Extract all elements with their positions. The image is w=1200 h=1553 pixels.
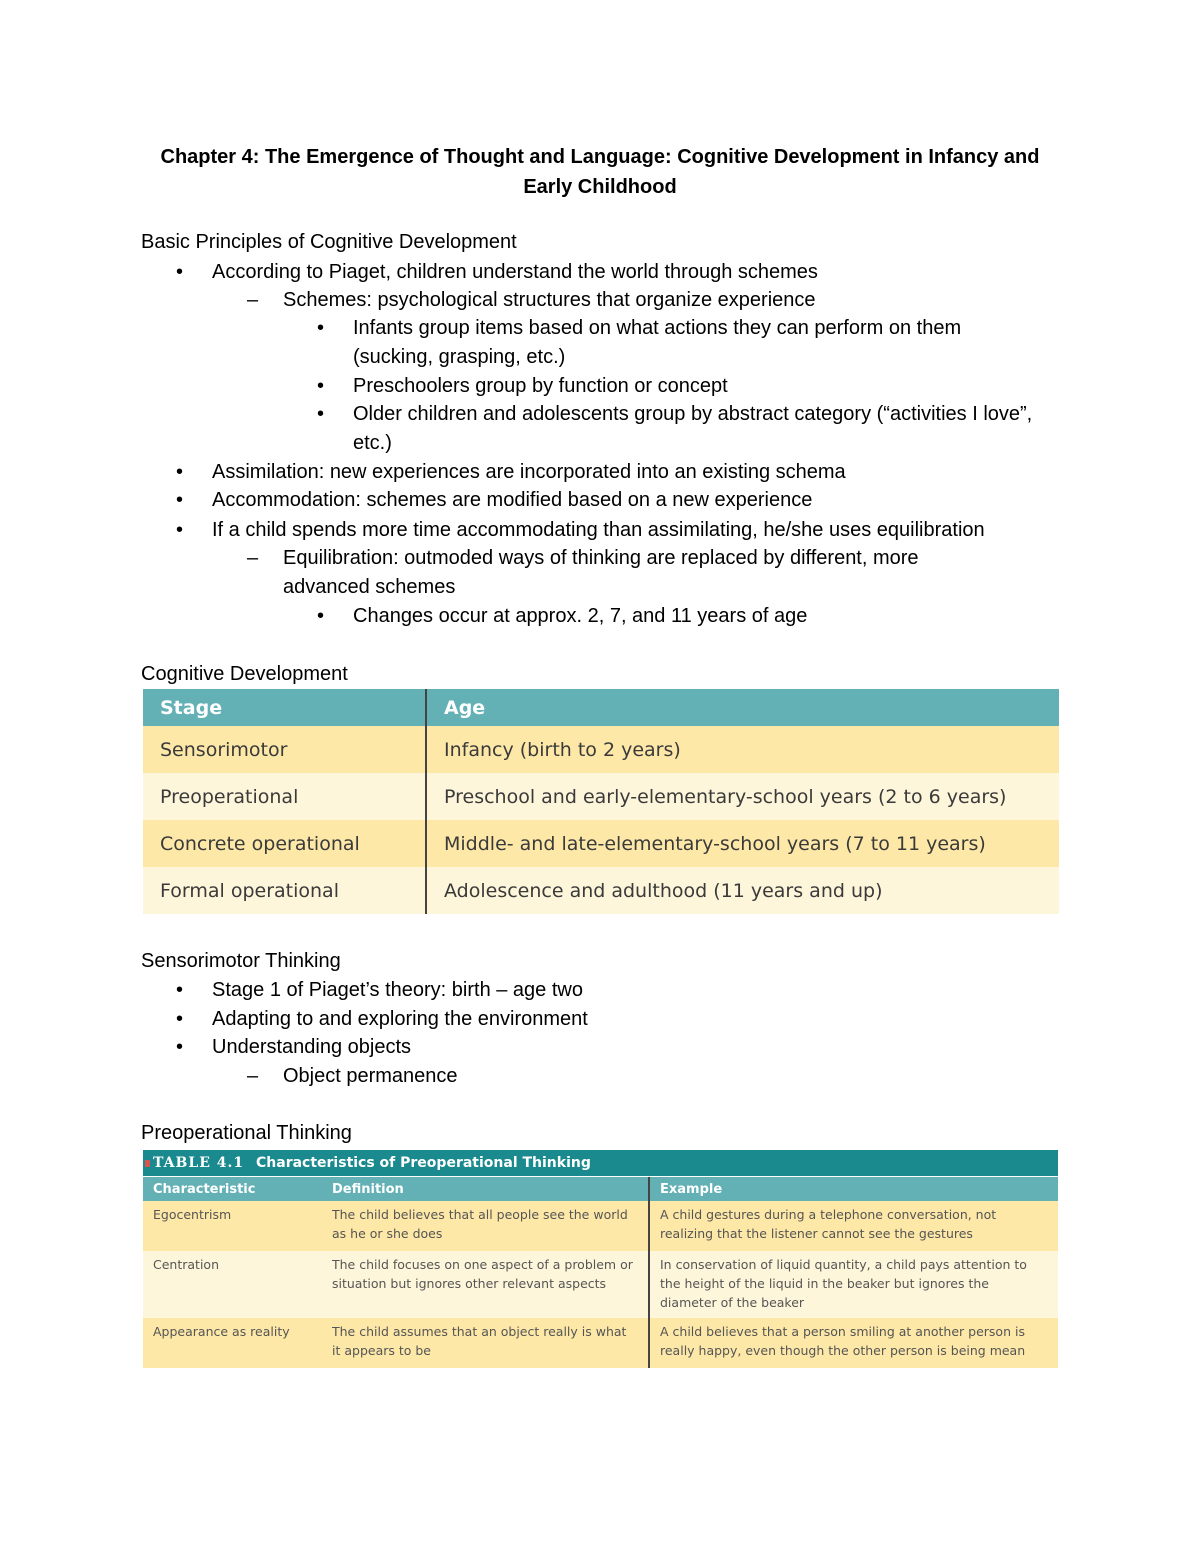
list-item	[317, 372, 1043, 401]
table-cell-age: Middle- and late-elementary-school years (7 to 11 years)	[426, 820, 1059, 867]
stage-age-table	[143, 689, 1059, 914]
dash-marker: –	[247, 1065, 259, 1087]
list-item	[176, 258, 1072, 287]
table-row	[143, 726, 1059, 773]
table-number: TABLE 4.1	[153, 1155, 245, 1171]
list-item-text: Accommodation: schemes are modified based on a new experience	[212, 489, 813, 511]
column-header-example: Example	[649, 1177, 1058, 1201]
table-row	[143, 1318, 1058, 1368]
list-item	[176, 458, 1072, 487]
list-item	[176, 516, 1092, 545]
table-row	[143, 1201, 1058, 1251]
list-item	[176, 486, 1072, 515]
bullet-marker: •	[176, 1036, 184, 1058]
list-item-text: Changes occur at approx. 2, 7, and 11 years of age	[353, 605, 808, 627]
dash-marker: –	[247, 289, 259, 311]
list-item-text: Adapting to and exploring the environment	[212, 1008, 588, 1030]
bullet-marker: •	[176, 979, 184, 1001]
caption-marker	[145, 1160, 150, 1167]
table-cell-characteristic: Appearance as reality	[143, 1318, 322, 1368]
bullet-marker: •	[176, 489, 184, 511]
table-cell-characteristic: Centration	[143, 1251, 322, 1318]
section-heading-preoperational-thinking: Preoperational Thinking	[141, 1122, 352, 1144]
section-heading-basic-principles: Basic Principles of Cognitive Development	[141, 231, 517, 253]
list-item-text: Older children and adolescents group by abstract category (“activities I love”, etc.)	[353, 403, 1033, 454]
list-item-text: Understanding objects	[212, 1036, 412, 1058]
table-cell-stage: Formal operational	[143, 867, 426, 914]
table-cell-stage: Preoperational	[143, 773, 426, 820]
table-cell-definition: The child believes that all people see the world as he or she does	[322, 1201, 649, 1251]
list-item	[317, 400, 1043, 457]
bullet-marker: •	[176, 1008, 184, 1030]
list-item-text: Preschoolers group by function or concept	[353, 375, 728, 397]
list-item	[176, 1033, 1072, 1062]
table-row	[143, 773, 1059, 820]
list-item	[317, 314, 1043, 371]
table-cell-definition: The child assumes that an object really is what it appears to be	[322, 1318, 649, 1368]
table-cell-age: Infancy (birth to 2 years)	[426, 726, 1059, 773]
list-item-text: Object permanence	[283, 1065, 458, 1087]
list-item-text: Infants group items based on what actions they can perform on them (sucking, grasping, etc.)	[353, 317, 962, 368]
column-header-characteristic: Characteristic	[143, 1177, 322, 1201]
table-cell-stage: Concrete operational	[143, 820, 426, 867]
table-cell-example: In conservation of liquid quantity, a child pays attention to the height of the liquid in the beaker but ignores the diameter of the beaker	[649, 1251, 1058, 1318]
list-item	[247, 1062, 1043, 1091]
column-header-age: Age	[426, 689, 1059, 726]
list-item	[317, 602, 1043, 631]
section-heading-sensorimotor-thinking: Sensorimotor Thinking	[141, 950, 341, 972]
table-row	[143, 820, 1059, 867]
preoperational-table	[143, 1150, 1058, 1368]
list-item	[176, 976, 1072, 1005]
bullet-marker: •	[176, 519, 184, 541]
bullet-marker: •	[317, 605, 325, 627]
list-item-text: Assimilation: new experiences are incorporated into an existing schema	[212, 461, 846, 483]
table-cell-age: Preschool and early-elementary-school years (2 to 6 years)	[426, 773, 1059, 820]
list-item	[247, 544, 1003, 601]
table-cell-example: A child gestures during a telephone conversation, not realizing that the listener cannot see the gestures	[649, 1201, 1058, 1251]
page-title: Chapter 4: The Emergence of Thought and Language: Cognitive Development in Infancy and Early Childhood	[160, 146, 1040, 198]
list-item	[176, 1005, 1072, 1034]
dash-marker: –	[247, 547, 259, 569]
table-cell-definition: The child focuses on one aspect of a problem or situation but ignores other relevant aspects	[322, 1251, 649, 1318]
table-caption	[143, 1150, 1058, 1176]
table-cell-age: Adolescence and adulthood (11 years and up)	[426, 867, 1059, 914]
bullet-marker: •	[176, 261, 184, 283]
table-cell-stage: Sensorimotor	[143, 726, 426, 773]
table-header-row	[143, 1177, 1058, 1201]
column-header-stage: Stage	[143, 689, 426, 726]
list-item-text: Equilibration: outmoded ways of thinking are replaced by different, more advanced schemes	[283, 547, 919, 598]
list-item-text: According to Piaget, children understand the world through schemes	[212, 261, 818, 283]
bullet-marker: •	[317, 375, 325, 397]
table-cell-characteristic: Egocentrism	[143, 1201, 322, 1251]
table-row	[143, 867, 1059, 914]
bullet-marker: •	[317, 403, 325, 425]
table-cell-example: A child believes that a person smiling at another person is really happy, even though the other person is being mean	[649, 1318, 1058, 1368]
bullet-marker: •	[317, 317, 325, 339]
list-item	[247, 286, 1043, 315]
section-heading-cognitive-development: Cognitive Development	[141, 663, 348, 685]
table-row	[143, 1251, 1058, 1318]
list-item-text: If a child spends more time accommodating than assimilating, he/she uses equilibration	[212, 519, 985, 541]
list-item-text: Schemes: psychological structures that organize experience	[283, 289, 816, 311]
list-item-text: Stage 1 of Piaget’s theory: birth – age two	[212, 979, 583, 1001]
table-caption-title: Characteristics of Preoperational Thinking	[256, 1155, 591, 1171]
bullet-marker: •	[176, 461, 184, 483]
column-header-definition: Definition	[322, 1177, 649, 1201]
table-header-row	[143, 689, 1059, 726]
